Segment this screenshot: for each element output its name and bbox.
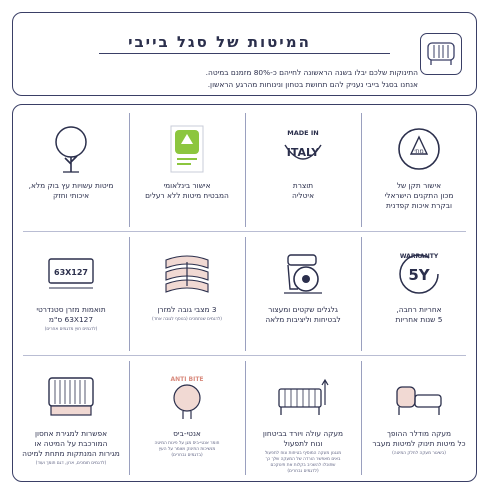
feature-label: אנטי-ביס (173, 429, 201, 438)
feature-convertible (361, 353, 477, 479)
mattress-height-icon (162, 250, 212, 296)
feature-made-in-italy (245, 105, 361, 231)
israeli-standard-icon (396, 124, 442, 174)
feature-label: גלגלים שקטים ומעצור לבטיחות וליציבות מלאה (265, 305, 341, 324)
feature-eco-certificate (129, 105, 245, 231)
svg-text:63X127: 63X127 (54, 268, 88, 277)
features-grid (12, 104, 477, 482)
title-divider (99, 53, 390, 54)
svg-text:ITALY: ITALY (286, 146, 320, 159)
feature-label: תוצרת איטליה (291, 181, 315, 200)
svg-text:ANTI BITE: ANTI BITE (170, 376, 204, 383)
feature-note: חומר אנטי-ביס מגן על פינות המיטה מנשיכות התינוק ושומר על העץ (בדגמים נבחרים) (154, 441, 220, 458)
feature-note: מנגנון מעקה המוסיף בטיחות ונוח לתפעול באים מאפשר הורדה של המעקה שלך כך שתוכלו להשכיב בקלות את תינוקכם (לדגמים נבחרים) (264, 451, 342, 474)
feature-rail (245, 353, 361, 479)
feature-note: (לדגמים חוץ מדגמים אחרים) (44, 327, 98, 332)
description-line: התינוקות שלכם יבלו בשנה הראשונה לחייהם כ-80% מזמנם במיטה. (205, 68, 418, 77)
eco-certificate-icon (167, 124, 207, 174)
feature-wheels (245, 229, 361, 355)
feature-note: (לדגמים תומכים, ארון, דגם תומך ועוד) (35, 461, 107, 466)
crib-icon (420, 33, 462, 75)
header-card (12, 12, 477, 96)
wheel-icon (278, 249, 328, 297)
feature-anti-bite (129, 353, 245, 479)
feature-israeli-standard (361, 105, 477, 231)
feature-label: אישור תקן של מכון התקנים הישראלי ובקרת איכות קפדנית (384, 181, 454, 210)
header-description (33, 67, 418, 91)
feature-label: אישור בינלאומי המבטיח מיטות ללא רעלים (145, 181, 229, 200)
feature-mattress-height (129, 229, 245, 355)
feature-label: תואמות מזרן סטנדרטי 63X127 ס"מ (36, 305, 106, 324)
description-line: אנחנו בסגל בייבי נעניק להם תחושת בטחון ונינוחות מהרגע הראשון. (207, 80, 418, 89)
feature-label: מעקה מודלר ההופך כל מיטות תינוק למיטות מעבר (372, 429, 466, 448)
crib-rail-icon (275, 375, 331, 419)
svg-text:5Y: 5Y (408, 266, 430, 284)
feature-drawer (13, 353, 129, 479)
feature-label: 3 מצבי גובה למזרן (157, 305, 217, 314)
feature-label: מעקה עולה ויורד בביטחון ונוח לתפעול (262, 429, 344, 448)
feature-label: אחריות רחבה, 5 שנות אחריות (395, 305, 443, 324)
feature-label: אפשרות למגירת אחסון המורכבת על המיטה או מגירות המנתקות מתחת למיטה (22, 429, 120, 458)
anti-bite-icon (162, 372, 212, 422)
feature-label: מיטות עשויות עץ בוק מלא, איכותי וחזק (28, 181, 114, 200)
crib-drawer-icon (45, 374, 97, 420)
mattress-size-icon (45, 253, 97, 293)
svg-text:WARRANTY: WARRANTY (399, 253, 439, 260)
tree-icon (51, 124, 91, 174)
svg-text:MADE IN: MADE IN (287, 129, 319, 137)
feature-note: (בשיגור מעקה לחלק המיטה) (392, 451, 446, 456)
convertible-sofa-icon (393, 375, 445, 419)
warranty-icon (395, 248, 443, 298)
page-title: המיטות של סגל בייבי (128, 33, 311, 51)
feature-mattress-size (13, 229, 129, 355)
feature-beech-wood (13, 105, 129, 231)
svg-text:מתי: מתי (414, 148, 424, 155)
feature-warranty (361, 229, 477, 355)
feature-note: (לדגמים שנתמכים (בנוסף לגובה אחד) (152, 317, 222, 322)
made-in-italy-icon (280, 125, 326, 173)
